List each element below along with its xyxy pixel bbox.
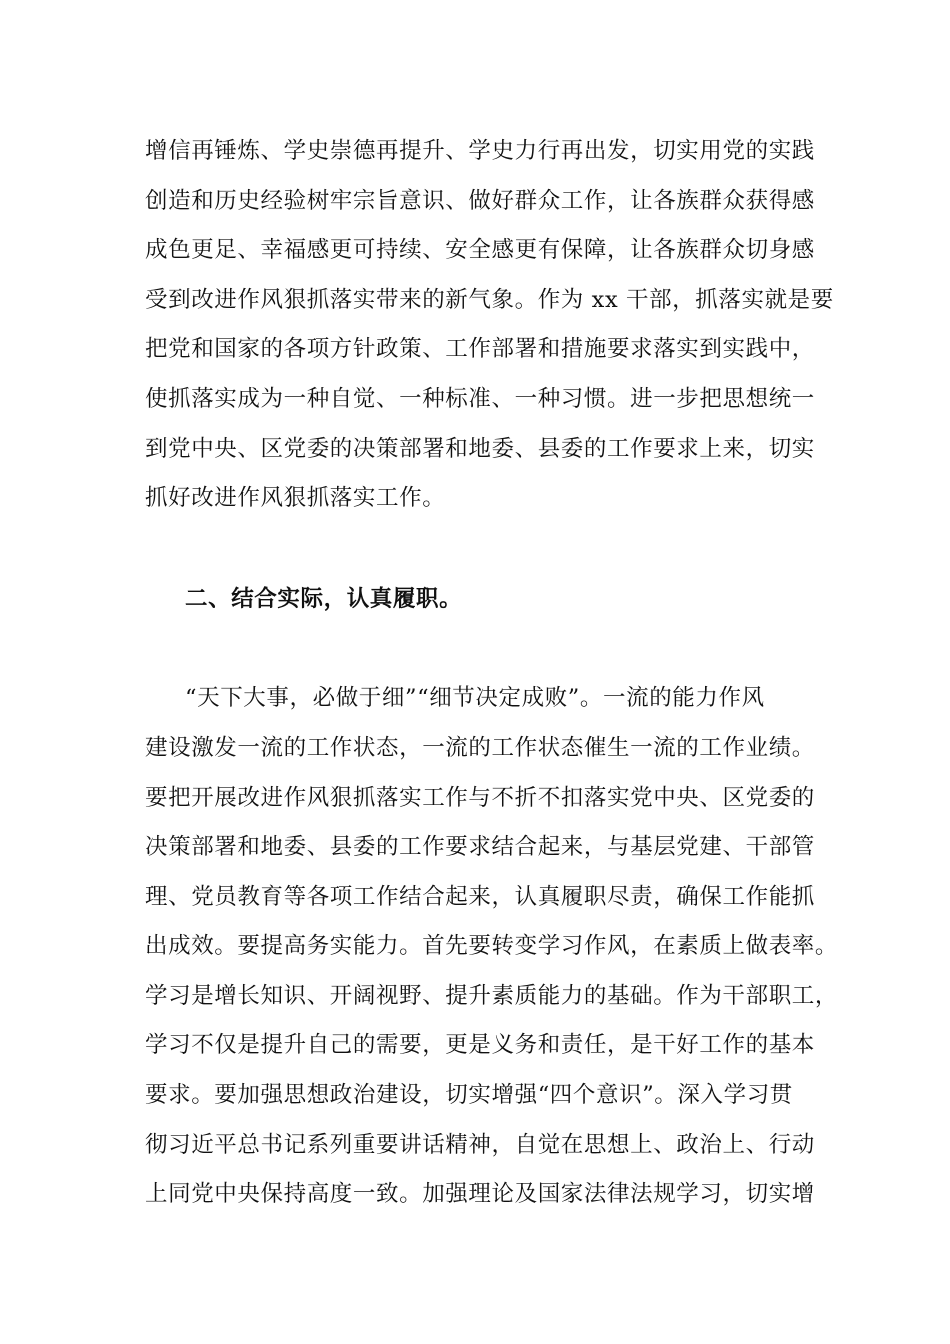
paragraph-line: “天下大事，必做于细”“细节决定成败”。一流的能力作风 [185, 685, 765, 711]
paragraph-line: 决策部署和地委、县委的工作要求结合起来，与基层党建、干部管 [145, 834, 815, 860]
paragraph-line: 要求。要加强思想政治建设，切实增强“四个意识”。深入学习贯 [145, 1082, 793, 1108]
paragraph-line: 抓好改进作风狠抓落实工作。 [145, 485, 446, 511]
paragraph-line: 学习是增长知识、开阔视野、提升素质能力的基础。作为干部职工， [145, 983, 839, 1009]
paragraph-line: 到党中央、区党委的决策部署和地委、县委的工作要求上来，切实 [145, 436, 815, 462]
paragraph-line: 理、党员教育等各项工作结合起来，认真履职尽责，确保工作能抓 [145, 884, 815, 910]
paragraph-line: 上同党中央保持高度一致。加强理论及国家法律法规学习，切实增 [145, 1181, 815, 1207]
paragraph-line: 受到改进作风狠抓落实带来的新气象。作为 xx 干部，抓落实就是要 [145, 287, 834, 313]
paragraph-line: 成色更足、幸福感更可持续、安全感更有保障，让各族群众切身感 [145, 237, 815, 263]
paragraph-line: 创造和历史经验树牢宗旨意识、做好群众工作，让各族群众获得感 [145, 188, 815, 214]
paragraph-line: 增信再锤炼、学史崇德再提升、学史力行再出发，切实用党的实践 [145, 138, 815, 164]
paragraph-line: 彻习近平总书记系列重要讲话精神，自觉在思想上、政治上、行动 [145, 1132, 815, 1158]
paragraph-line: 建设激发一流的工作状态，一流的工作状态催生一流的工作业绩。 [145, 735, 815, 761]
paragraph-line: 要把开展改进作风狠抓落实工作与不折不扣落实党中央、区党委的 [145, 785, 815, 811]
paragraph-line: 把党和国家的各项方针政策、工作部署和措施要求落实到实践中， [145, 336, 815, 362]
paragraph-line: 使抓落实成为一种自觉、一种标准、一种习惯。进一步把思想统一 [145, 386, 815, 412]
section-heading: 二、结合实际，认真履职。 [185, 586, 463, 612]
paragraph-line: 出成效。要提高务实能力。首先要转变学习作风，在素质上做表率。 [145, 933, 839, 959]
paragraph-line: 学习不仅是提升自己的需要，更是义务和责任，是干好工作的基本 [145, 1032, 815, 1058]
